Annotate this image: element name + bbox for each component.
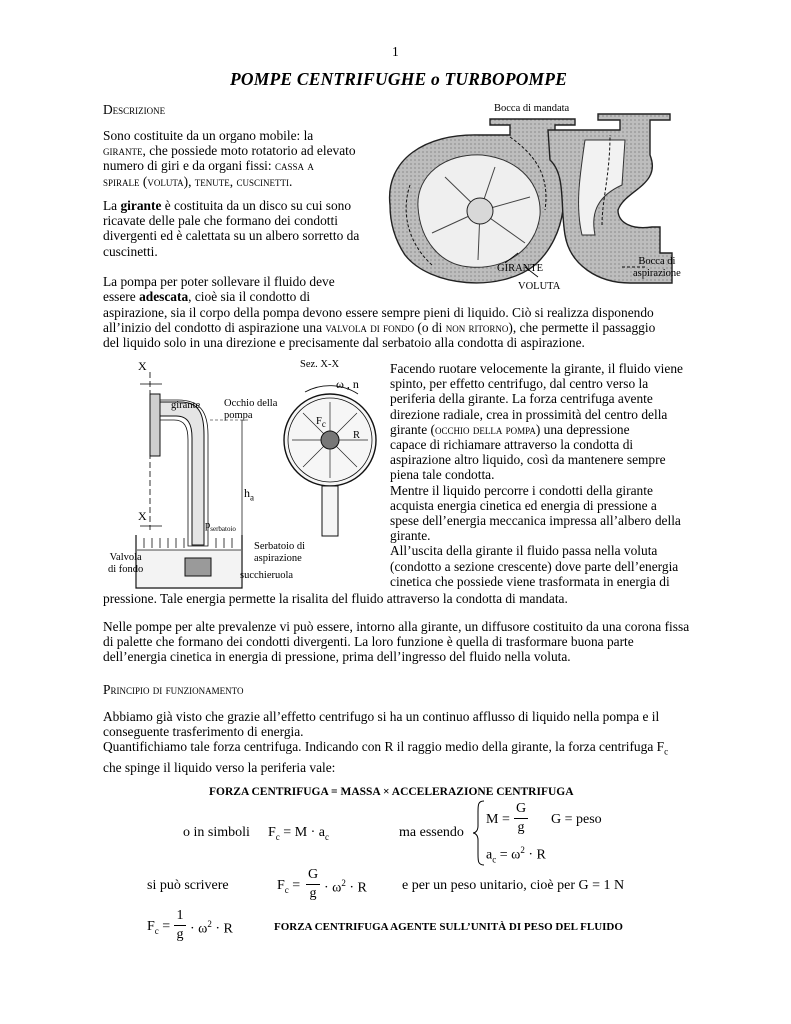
fig2-label-succhieruola: succhieruola xyxy=(240,570,294,581)
text-run: ) una depressione xyxy=(535,421,630,437)
fig2-sez: Sez. X-X xyxy=(300,359,340,370)
fig1-label-voluta: VOLUTA xyxy=(518,281,561,292)
formula-fc-g xyxy=(277,878,300,895)
page-title: POMPE CENTRIFUGHE o TURBOPOMPE xyxy=(230,69,568,89)
impeller-eye xyxy=(467,198,493,224)
text-run: ), che permette il passaggio xyxy=(508,320,656,336)
text-run: all’inizio del condotto di aspirazione una xyxy=(103,320,326,336)
text-line: cinetica che possiede viene trasformata in energia di xyxy=(390,573,670,589)
formula-m-eq: M = xyxy=(486,812,510,827)
fc-subscript: c xyxy=(664,747,669,758)
f-eq: = xyxy=(288,878,301,893)
text-line: aspirazione altro liquido, così da mantenere sempre xyxy=(390,452,666,468)
text-line: divergenti ed è calettata su un albero sorretto da xyxy=(103,228,360,244)
omega-tail: · R xyxy=(211,921,233,937)
text-line: spinto, per effetto centrifugo, dal centro verso la xyxy=(390,376,649,392)
bold-adescata: adescata xyxy=(139,289,189,305)
f-rhs: = M · a xyxy=(279,825,326,840)
foot-valve xyxy=(185,558,211,576)
text-line: capace di richiamare attraverso la condotta di xyxy=(390,437,634,453)
ha-symbol: h xyxy=(244,486,250,500)
text-line: girante. xyxy=(390,528,431,544)
ac-sup: 2 xyxy=(520,845,525,855)
label-line: Occhio della xyxy=(224,398,278,409)
text-run: numero di giri e da organi fissi: xyxy=(103,158,275,174)
formula-g-peso: G = peso xyxy=(551,812,602,827)
pump-body xyxy=(150,394,160,456)
fc-subscript: c xyxy=(321,419,326,430)
text-line xyxy=(103,289,367,304)
omega-tail: · R xyxy=(345,880,367,896)
text-run: essere xyxy=(103,289,140,305)
suction-pipe xyxy=(160,402,204,545)
f-symbol: F xyxy=(277,878,285,893)
formula-peso-unitario: e per un peso unitario, cioè per G = 1 N xyxy=(402,878,625,893)
text-line: Nelle pompe per alte prevalenze vi può essere, intorno alla girante, un diffusore costituito da una corona fissa xyxy=(103,619,690,634)
omega-pre: · ω xyxy=(324,880,342,896)
label-line: pompa xyxy=(224,410,253,421)
text-run: ( xyxy=(139,173,148,189)
f-eq: = xyxy=(158,919,171,934)
text-line: di palette che formano dei condotti divergenti. La loro funzione è quella di trasformare buona parte xyxy=(103,634,634,650)
label-line: di fondo xyxy=(108,564,144,575)
text-run: Quantifichiamo tale forza centrifuga. Indicando con R il raggio medio della girante, la forza centrifuga F xyxy=(103,739,665,755)
label-line: aspirazione xyxy=(254,553,302,564)
text-line xyxy=(103,158,367,173)
paragraph-intro xyxy=(103,128,367,189)
ac-rhs: = ω xyxy=(496,847,521,863)
f-sub: c xyxy=(284,884,289,895)
paragraph-principio xyxy=(103,709,698,775)
formula-omega-r xyxy=(324,878,367,897)
ha-subscript: a xyxy=(250,492,254,503)
text-run: , che possiede moto rotatorio ad elevato xyxy=(142,143,356,159)
fraction-bar xyxy=(306,884,320,885)
label-line: Bocca di xyxy=(638,256,676,267)
paragraph-adescata xyxy=(103,274,367,304)
fig2-x-top: X xyxy=(138,359,147,373)
fig1-label-girante: GIRANTE xyxy=(497,263,544,274)
f-symbol: F xyxy=(268,825,276,840)
text-line: direzione radiale, crea in prossimità del centro della xyxy=(390,406,668,422)
fraction-denominator: g xyxy=(309,886,317,901)
text-line: All’uscita della girante il fluido passa nella voluta xyxy=(390,543,658,559)
text-line: cuscinetti. xyxy=(103,243,158,259)
term-valvola: valvola di fondo xyxy=(325,320,415,336)
term-non-ritorno: non ritorno xyxy=(445,320,509,336)
omega-sup: 2 xyxy=(341,878,346,888)
formula-1-over-g xyxy=(174,908,186,943)
text-line: La pompa per poter sollevare il fluido deve xyxy=(103,274,335,289)
paragraph-pressione: pressione. Tale energia permette la risalita del fluido attraverso la condotta di mandata. xyxy=(103,591,568,606)
text-line xyxy=(390,422,688,437)
text-line: aspirazione, sia il corpo della pompa devono essere sempre pieni di liquido. Ciò si realizza disponendo xyxy=(103,305,654,320)
p-subscript: serbatoio xyxy=(210,525,236,534)
fig2-label-p xyxy=(205,520,236,535)
paragraph-diffusore xyxy=(103,619,698,665)
text-line: Mentre il liquido percorre i condotti della girante xyxy=(390,482,653,498)
f-sub: c xyxy=(275,831,280,842)
impeller-hub xyxy=(321,431,339,449)
text-run: (o di xyxy=(414,320,446,336)
formula-in-simboli-label: o in simboli xyxy=(183,825,250,840)
text-line: Facendo ruotare velocemente la girante, il fluido viene xyxy=(390,361,683,376)
text-run: La xyxy=(103,198,121,213)
text-line: spese dell’energia meccanica impressa all’albero della xyxy=(390,513,681,529)
text-line: Sono costituite da un organo mobile: la xyxy=(103,128,314,143)
text-line: che spinge il liquido verso la periferia vale: xyxy=(103,760,336,776)
fig1-label-bocca-aspirazione xyxy=(633,256,681,280)
fig2-label-ha xyxy=(244,487,254,503)
section-heading-principio: Principio di funzionamento xyxy=(103,682,244,697)
bold-girante: girante xyxy=(120,198,162,213)
formula-heading: FORZA CENTRIFUGA = MASSA × ACCELERAZIONE CENTRIFUGA xyxy=(209,786,574,798)
text-line xyxy=(103,739,698,760)
fraction-denominator: g xyxy=(517,820,525,835)
formula-fc-unit xyxy=(147,919,170,936)
paragraph-funzionamento xyxy=(390,361,688,589)
text-line: periferia della girante. La forza centrifuga avente xyxy=(390,391,653,407)
text-run: . xyxy=(288,173,293,189)
fig2-label-r: R xyxy=(353,430,361,441)
f-rhs-sub: c xyxy=(325,831,330,842)
term-cassa: cassa a xyxy=(274,158,314,174)
ac-tail: · R xyxy=(524,847,546,863)
term-voluta: voluta xyxy=(147,173,184,189)
section-heading-descrizione: Descrizione xyxy=(103,102,166,117)
f-sub: c xyxy=(154,925,159,936)
text-run: girante ( xyxy=(390,421,435,437)
fraction-numerator: G xyxy=(515,801,527,816)
formula-ac xyxy=(486,845,546,864)
fraction-numerator: G xyxy=(307,867,319,882)
fig2-label-occhio xyxy=(224,398,277,422)
paragraph-girante xyxy=(103,198,367,259)
fraction-denominator: g xyxy=(176,927,184,942)
formula-brace xyxy=(472,800,486,866)
text-run: , xyxy=(229,173,237,189)
text-line: acquista energia cinetica ed energia di pressione a xyxy=(390,497,657,513)
fig2-label-girante: girante xyxy=(171,400,201,411)
text-line: del liquido solo in una direzione e precisamente dal serbatoio alla condotta di aspirazione. xyxy=(103,335,585,351)
text-run: ), xyxy=(183,173,195,189)
fig2-omega: ω , n xyxy=(336,377,359,391)
fig2-label-valvola xyxy=(108,552,143,576)
label-line: aspirazione xyxy=(633,268,681,279)
f-symbol: F xyxy=(147,919,155,934)
formula-fc-ma xyxy=(268,825,329,842)
paragraph-adescata-cont xyxy=(103,305,693,351)
term-spirale: spirale xyxy=(103,173,140,189)
text-line xyxy=(103,198,367,213)
fig1-label-bocca-mandata: Bocca di mandata xyxy=(494,103,570,114)
formula-g-fraction xyxy=(306,867,320,902)
fraction-numerator: 1 xyxy=(176,908,184,923)
page-number: 1 xyxy=(392,44,399,59)
label-line: Valvola xyxy=(109,552,142,563)
formula-final-label: FORZA CENTRIFUGA AGENTE SULL’UNITÀ DI PESO DEL FLUIDO xyxy=(274,921,623,933)
p-symbol: p xyxy=(205,520,211,531)
fig2-x-bottom: X xyxy=(138,509,147,523)
term-occhio: occhio della pompa xyxy=(434,421,536,437)
term-girante: girante xyxy=(103,143,143,159)
fig2-label-fc xyxy=(316,416,326,430)
text-line: ricavate delle pale che formano dei condotti xyxy=(103,213,338,229)
text-line xyxy=(103,143,367,158)
shaft-pipe xyxy=(322,486,338,536)
formula-g-over-g xyxy=(514,801,528,836)
fig2-installation-drawing xyxy=(100,360,390,590)
omega-pre: · ω xyxy=(190,921,208,937)
fraction-bar xyxy=(174,925,186,926)
formula-omega-r-unit xyxy=(190,919,233,938)
fraction-bar xyxy=(514,818,528,819)
formula-si-puo-label: si può scrivere xyxy=(147,878,229,893)
text-line: Abbiamo già visto che grazie all’effetto centrifugo si ha un continuo afflusso di liquido nella pompa e il xyxy=(103,709,660,724)
text-run: , cioè sia il condotto di xyxy=(188,289,311,305)
ac-sub: c xyxy=(492,854,497,865)
omega-sup: 2 xyxy=(207,919,212,929)
term-cuscinetti: cuscinetti xyxy=(236,173,289,189)
formula-ma-essendo: ma essendo xyxy=(399,825,464,840)
ac-symbol: a xyxy=(486,847,493,863)
label-line: Serbatoio di xyxy=(254,541,306,552)
text-line xyxy=(103,174,367,189)
text-line xyxy=(103,320,693,335)
fc-symbol: F xyxy=(316,416,322,427)
text-line: (condotto a sezione crescente) dove parte dell’energia xyxy=(390,558,679,574)
fig2-label-serbatoio xyxy=(254,541,305,565)
text-line: piena tale condotta. xyxy=(390,467,495,483)
text-run: è costituita da un disco su cui sono xyxy=(161,198,352,213)
text-line: dell’energia cinetica in energia di pressione, prima dell’ingresso del fluido nella voluta. xyxy=(103,649,571,665)
text-line: conseguente trasferimento di energia. xyxy=(103,724,304,740)
term-tenute: tenute xyxy=(194,173,230,189)
